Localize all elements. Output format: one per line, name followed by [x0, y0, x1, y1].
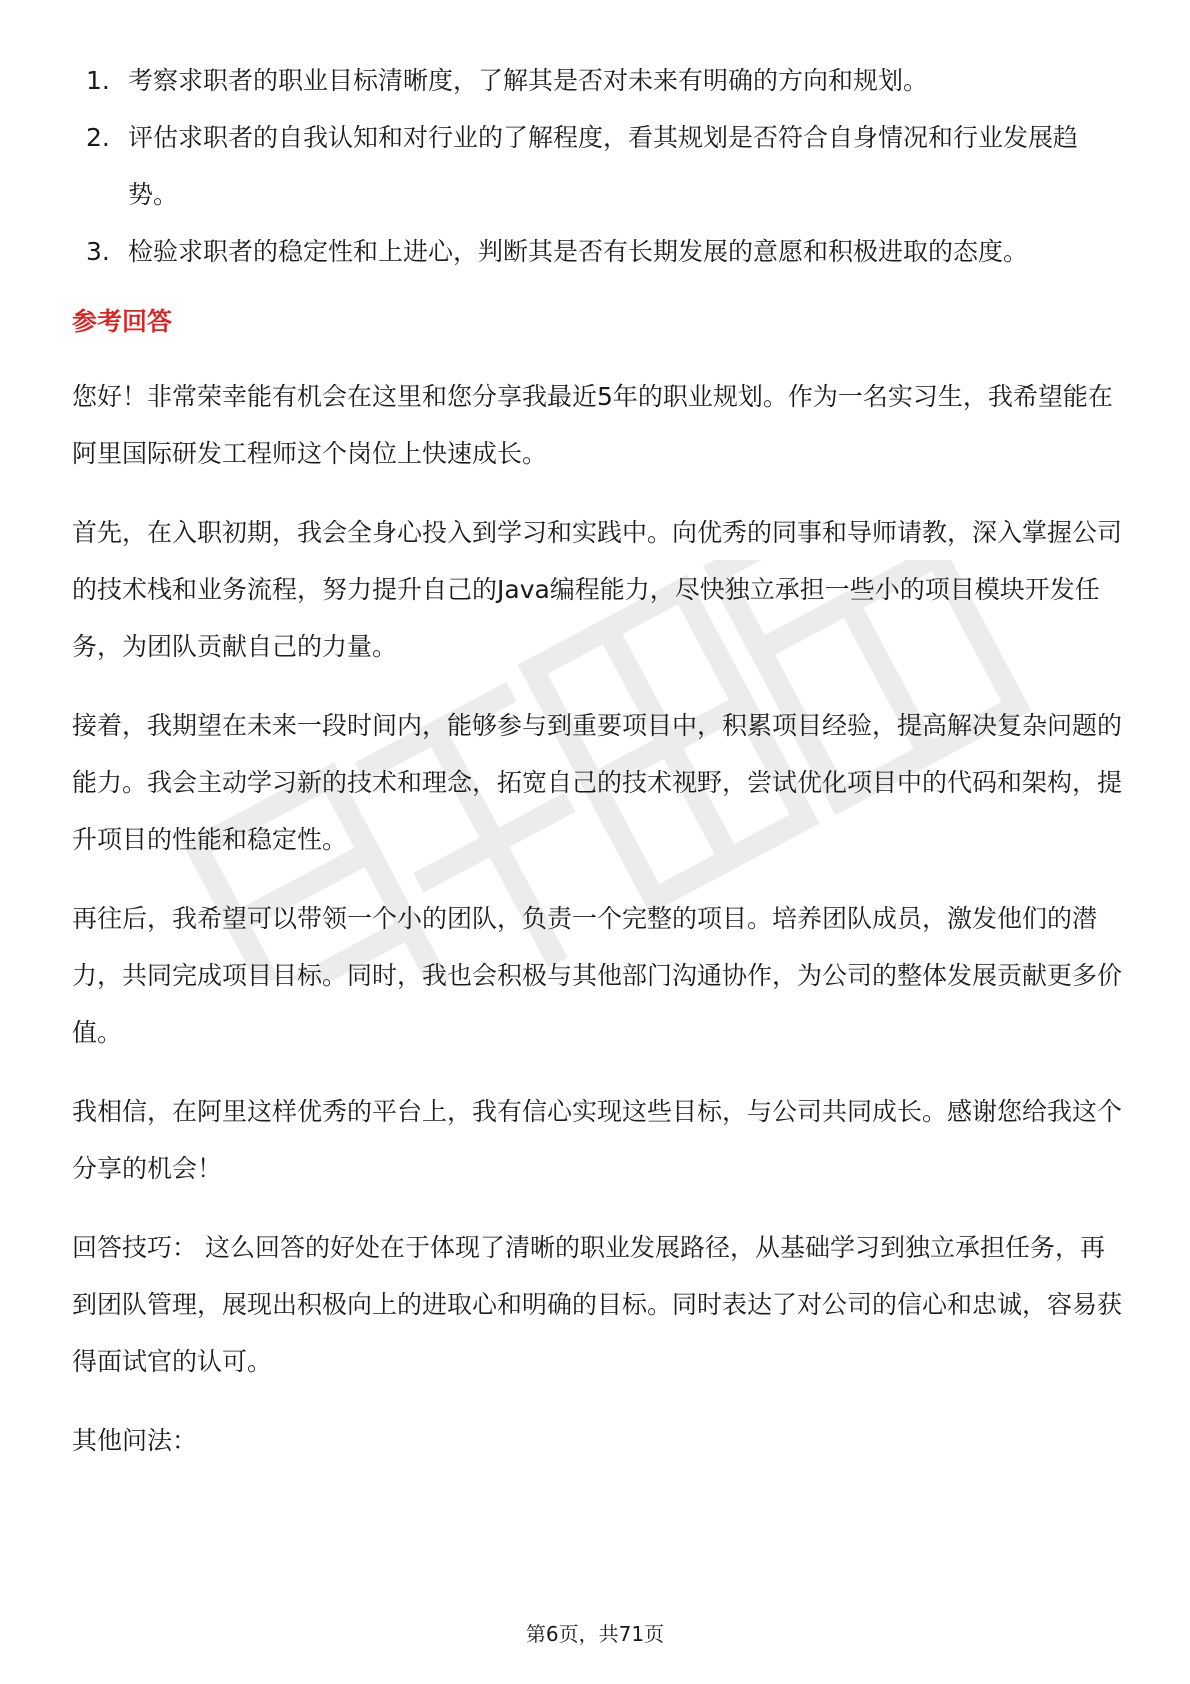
list-item-number: 1. [86, 66, 110, 95]
tips-paragraph: 回答技巧： 这么回答的好处在于体现了清晰的职业发展路径，从基础学习到独立承担任务，再到团队管理，展现出积极向上的进取心和明确的目标。同时表达了对公司的信心和忠诚，容易获得面试官的认可。 [72, 1233, 1123, 1376]
answer-paragraph: 您好！非常荣幸能有机会在这里和您分享我最近5年的职业规划。作为一名实习生，我希望能在阿里国际研发工程师这个岗位上快速成长。 [72, 382, 1113, 468]
list-item [72, 223, 1122, 280]
section-heading: 参考回答 [72, 307, 173, 336]
answer-paragraph: 我相信，在阿里这样优秀的平台上，我有信心实现这些目标，与公司共同成长。感谢您给我这个分享的机会！ [72, 1097, 1123, 1183]
list-item-text: 考察求职者的职业目标清晰度，了解其是否对未来有明确的方向和规划。 [128, 66, 929, 95]
list-item-number: 3. [86, 237, 110, 266]
list-item-number: 2. [86, 123, 110, 152]
other-questions-label: 其他问法： [72, 1426, 198, 1455]
page-content [72, 52, 1122, 1469]
list-item [72, 109, 1122, 223]
list-item-text: 评估求职者的自我认知和对行业的了解程度，看其规划是否符合自身情况和行业发展趋势。 [128, 123, 1079, 209]
page-number: 第6页，共71页 [525, 1622, 665, 1646]
list-item [72, 52, 1122, 109]
answer-paragraph: 接着，我期望在未来一段时间内，能够参与到重要项目中，积累项目经验，提高解决复杂问题的能力。我会主动学习新的技术和理念，拓宽自己的技术视野，尝试优化项目中的代码和架构，提升项目的性能和稳定性。 [72, 711, 1123, 854]
list-item-text: 检验求职者的稳定性和上进心，判断其是否有长期发展的意愿和积极进取的态度。 [128, 237, 1029, 266]
criteria-list [72, 52, 1122, 280]
answer-paragraph: 首先，在入职初期，我会全身心投入到学习和实践中。向优秀的同事和导师请教，深入掌握公司的技术栈和业务流程，努力提升自己的Java编程能力，尽快独立承担一些小的项目模块开发任务，为团队贡献自己的力量。 [72, 518, 1123, 661]
answer-paragraph: 再往后，我希望可以带领一个小的团队，负责一个完整的项目。培养团队成员，激发他们的潜力，共同完成项目目标。同时，我也会积极与其他部门沟通协作，为公司的整体发展贡献更多价值。 [72, 904, 1123, 1047]
